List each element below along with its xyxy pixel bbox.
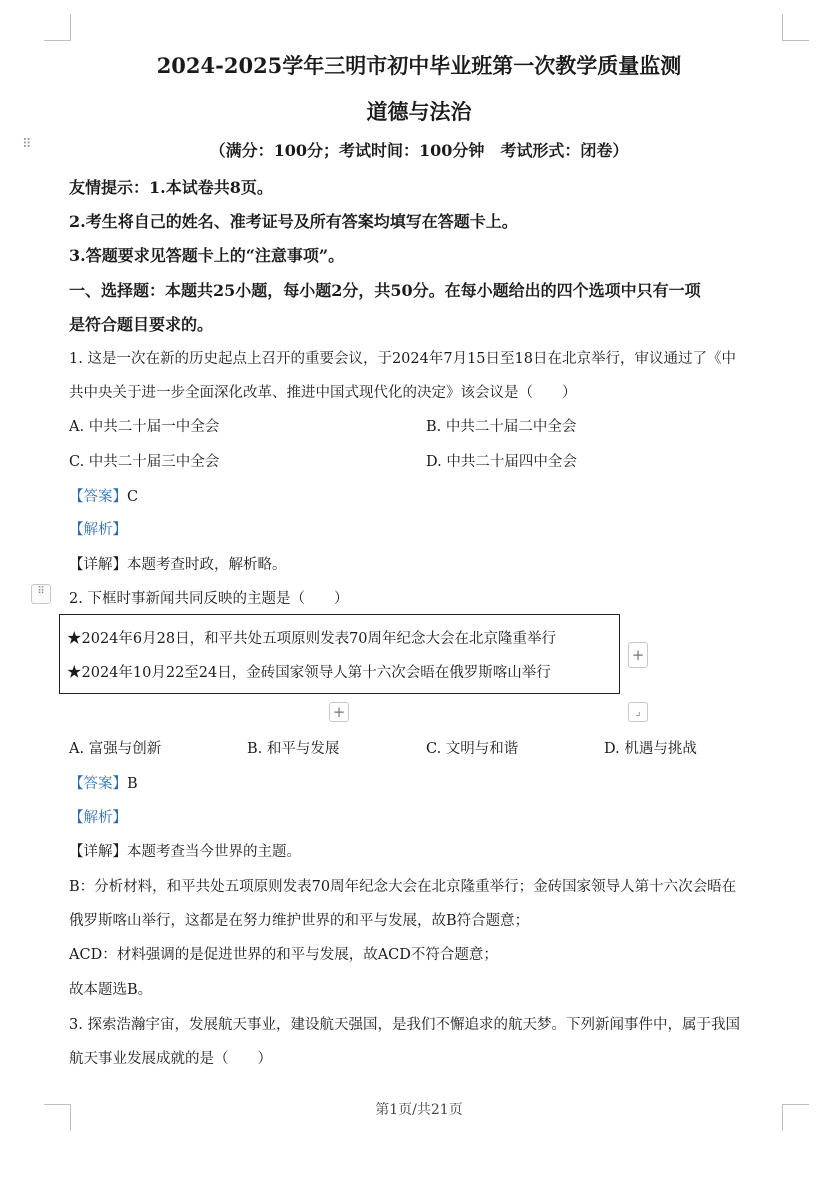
q1-option-a: A. 中共二十届一中全会 <box>69 419 220 435</box>
q2-option-b: B. 和平与发展 <box>247 741 340 757</box>
add-column-button[interactable]: + <box>628 642 648 668</box>
q3-stem: 3. 探索浩瀚宇宙，发展航天事业，建设航天强国，是我们不懈追求的航天梦。下列新闻事件中，属于我国 <box>69 1017 740 1033</box>
q2-detail: 【详解】本题考查当今世界的主题。 <box>69 844 301 860</box>
q2-option-c: C. 文明与和谐 <box>426 741 519 757</box>
q2-answer <box>69 772 138 793</box>
news-item: ★2024年6月28日，和平共处五项原则发表70周年纪念大会在北京隆重举行 <box>67 631 557 647</box>
q1-option-d: D. 中共二十届四中全会 <box>426 454 577 470</box>
subject-title: 道德与法治 <box>366 99 472 124</box>
exam-info: （满分：100分；考试时间：100分钟 考试形式：闭卷） <box>209 141 629 160</box>
crop-mark-top-right <box>782 14 809 41</box>
section-heading: 一、选择题：本题共25小题，每小题2分，共50分。在每小题给出的四个选项中只有一项 <box>69 281 701 300</box>
q2-option-a: A. 富强与创新 <box>69 741 162 757</box>
q2-option-d: D. 机遇与挑战 <box>604 741 697 757</box>
table-handle-icon[interactable]: ⠿ <box>31 584 51 604</box>
resize-handle-icon[interactable]: ⌟ <box>628 702 648 722</box>
tip-line: 3.答题要求见答题卡上的“注意事项”。 <box>69 246 345 265</box>
q1-detail: 【详解】本题考查时政，解析略。 <box>69 557 287 573</box>
q1-stem-cont: 共中央关于进一步全面深化改革、推进中国式现代化的决定》该会议是（ ） <box>69 385 577 401</box>
q2-explain-cont: 俄罗斯喀山举行，这都是在努力维护世界的和平与发展，故B符合题意； <box>69 913 530 929</box>
tip-line: 2.考生将自己的姓名、准考证号及所有答案均填写在答题卡上。 <box>69 212 518 231</box>
news-box <box>59 614 620 694</box>
q2-explain-acd: ACD：材料强调的是促进世界的和平与发展，故ACD不符合题意； <box>69 947 498 963</box>
q3-stem-cont: 航天事业发展成就的是（ ） <box>69 1051 272 1067</box>
q2-conclusion: 故本题选B。 <box>69 982 153 998</box>
crop-mark-top-left <box>44 14 71 41</box>
exam-title: 2024-2025学年三明市初中毕业班第一次教学质量监测 <box>156 53 682 78</box>
news-item: ★2024年10月22至24日，金砖国家领导人第十六次会晤在俄罗斯喀山举行 <box>67 665 551 681</box>
answer-label: 【答案】 <box>69 489 127 505</box>
q2-stem: 2. 下框时事新闻共同反映的主题是（ ） <box>69 591 349 607</box>
q1-stem: 1. 这是一次在新的历史起点上召开的重要会议，于2024年7月15日至18日在北京举行，审议通过了《中 <box>69 351 736 367</box>
q1-option-b: B. 中共二十届二中全会 <box>426 419 577 435</box>
q2-explain: B：分析材料，和平共处五项原则发表70周年纪念大会在北京隆重举行；金砖国家领导人第十六次会晤在 <box>69 879 737 895</box>
section-heading-cont: 是符合题目要求的。 <box>69 315 214 334</box>
answer-value: C <box>127 489 139 505</box>
page-number: 第1页/共21页 <box>375 1102 463 1118</box>
q2-analysis-label: 【解析】 <box>69 810 127 826</box>
tip-line: 友情提示：1.本试卷共8页。 <box>69 178 273 197</box>
q1-analysis-label: 【解析】 <box>69 522 127 538</box>
answer-label: 【答案】 <box>69 776 127 792</box>
q1-answer <box>69 485 138 506</box>
drag-handle-icon[interactable]: ⠿ <box>22 137 33 152</box>
answer-value: B <box>127 776 138 792</box>
q1-option-c: C. 中共二十届三中全会 <box>69 454 220 470</box>
add-row-button[interactable]: + <box>329 702 349 722</box>
